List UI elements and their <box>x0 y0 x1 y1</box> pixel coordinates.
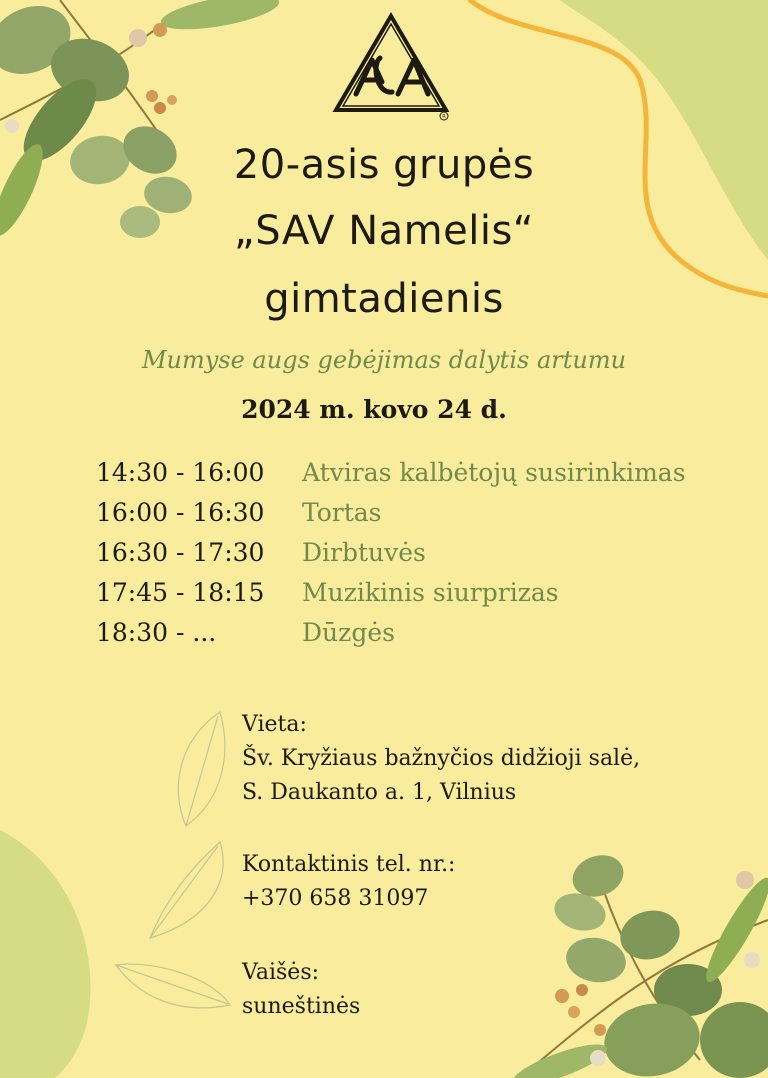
schedule-row <box>96 618 686 658</box>
eucalyptus-top-left <box>0 0 282 241</box>
schedule-row <box>96 498 686 538</box>
schedule-activity: Muzikinis siurprizas <box>302 578 559 607</box>
schedule-row <box>96 458 686 498</box>
contact-phone[interactable]: +370 658 31097 <box>242 886 429 911</box>
subtitle: Mumyse augs gebėjimas dalytis artumu <box>141 346 627 374</box>
snacks-info <box>242 956 360 1024</box>
snacks-value: suneštinės <box>242 994 361 1019</box>
snacks-label: Vaišės: <box>242 960 320 985</box>
schedule-time: 17:45 - 18:15 <box>96 578 265 607</box>
contact-label: Kontaktinis tel. nr.: <box>242 852 456 877</box>
svg-text:R: R <box>442 114 446 120</box>
venue-info <box>242 708 640 810</box>
event-date: 2024 m. kovo 24 d. <box>241 395 507 424</box>
title-line-1: 20-asis grupės <box>233 142 535 188</box>
schedule-row <box>96 578 686 618</box>
contact-info <box>242 848 455 916</box>
title-line-3: gimtadienis <box>264 276 504 322</box>
schedule <box>96 458 686 658</box>
schedule-activity: Dirbtuvės <box>302 538 426 567</box>
schedule-activity: Tortas <box>302 498 382 527</box>
leaf-outlines <box>116 712 230 1008</box>
schedule-time: 16:00 - 16:30 <box>96 498 265 527</box>
schedule-activity: Dūzgės <box>302 618 395 647</box>
schedule-time: 16:30 - 17:30 <box>96 538 265 567</box>
venue-label: Vieta: <box>242 712 307 737</box>
title-line-2: „SAV Namelis“ <box>233 208 535 254</box>
venue-line-2: S. Daukanto a. 1, Vilnius <box>242 780 517 805</box>
eucalyptus-bottom-right <box>509 848 768 1078</box>
logo-letters <box>356 58 428 94</box>
bottom-left-blob <box>0 830 90 1078</box>
schedule-row <box>96 538 686 578</box>
venue-line-1: Šv. Kryžiaus bažnyčios didžioji salė, <box>242 746 641 771</box>
schedule-time: 14:30 - 16:00 <box>96 458 265 487</box>
aa-logo <box>330 12 452 124</box>
schedule-activity: Atviras kalbėtojų susirinkimas <box>302 458 686 487</box>
schedule-time: 18:30 - ... <box>96 618 217 647</box>
